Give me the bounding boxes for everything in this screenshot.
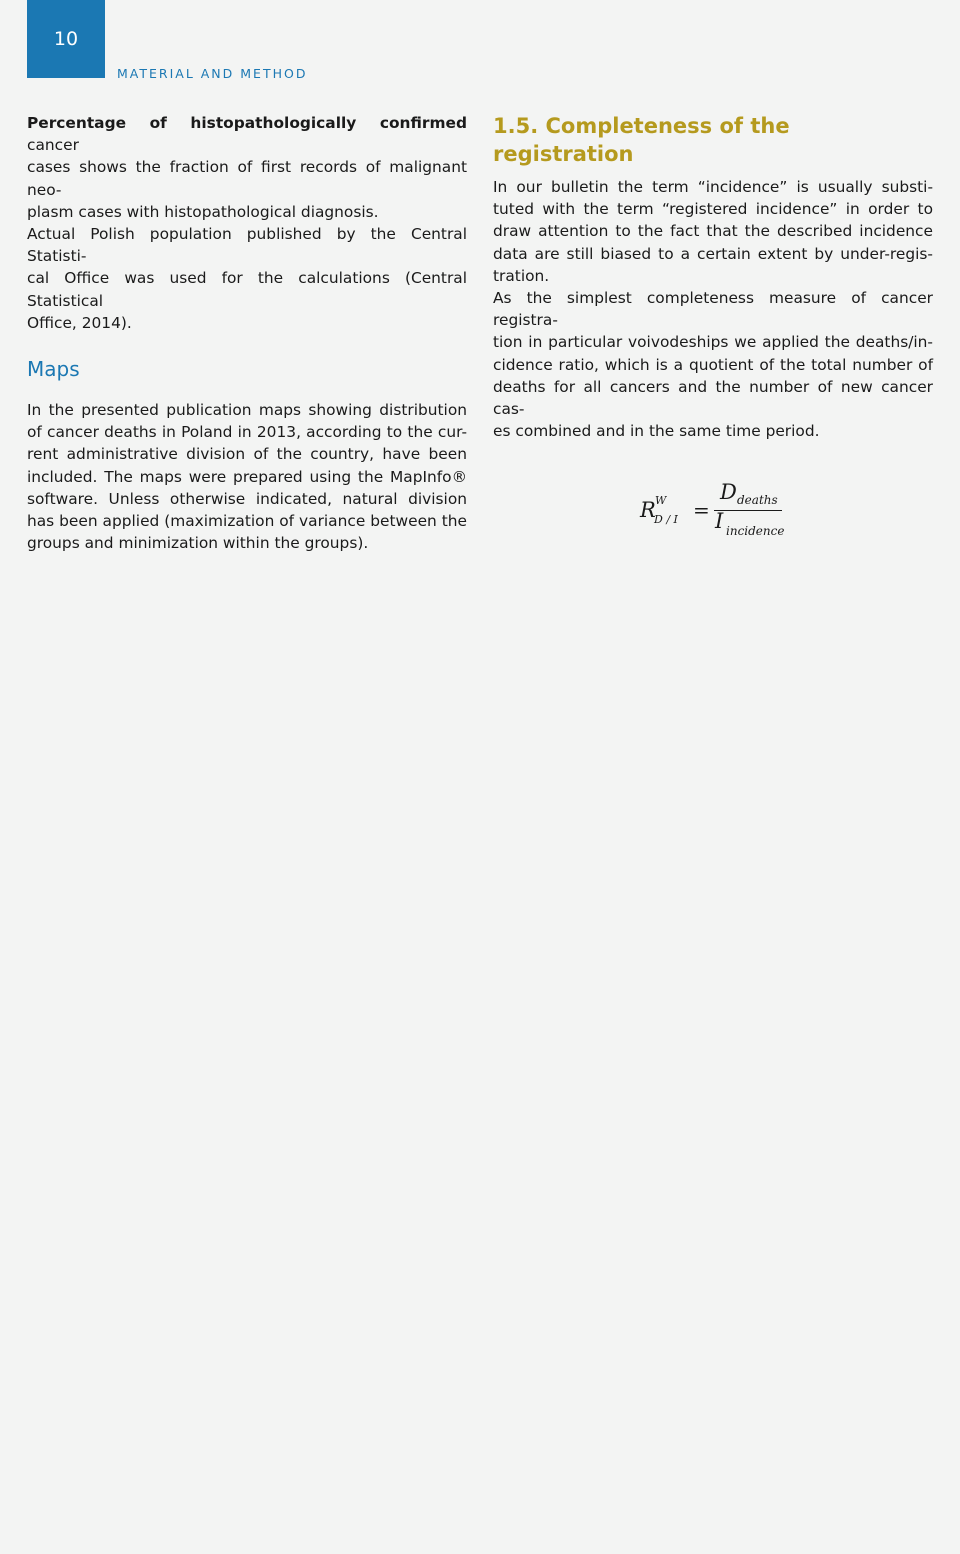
paragraph-line: deaths for all cancers and the number of new cancer cas- bbox=[493, 377, 933, 419]
paragraph-line: data are still biased to a certain extent by under-regis- bbox=[493, 244, 933, 263]
paragraph-line: software. Unless otherwise indicated, natural division bbox=[27, 489, 467, 508]
paragraph-line: cal Office was used for the calculations (Central Statistical bbox=[27, 269, 467, 310]
formula-fraction-bar bbox=[714, 510, 782, 511]
paragraph-line: groups and minimization within the groups). bbox=[27, 534, 369, 553]
paragraph-line: In the presented publication maps showing distribution bbox=[27, 401, 467, 420]
left-column bbox=[27, 112, 467, 554]
section-header: MATERIAL AND METHOD bbox=[117, 66, 308, 81]
paragraph-line: tuted with the term “registered incidence” in order to bbox=[493, 200, 933, 219]
formula-subscript: D / I bbox=[654, 513, 678, 527]
paragraph-line: es combined and in the same time period. bbox=[493, 422, 820, 441]
line-tail: cancer bbox=[27, 136, 79, 155]
paragraph-line: Office, 2014). bbox=[27, 313, 132, 332]
bold-term: Percentage of histopathologically confirmed bbox=[27, 114, 467, 132]
paragraph-line: draw attention to the fact that the described incidence bbox=[493, 222, 933, 241]
formula-numerator-subscript: deaths bbox=[737, 493, 778, 508]
paragraph-line: tion in particular voivodeships we applied the deaths/in- bbox=[493, 333, 933, 352]
paragraph-line: plasm cases with histopathological diagnosis. bbox=[27, 202, 379, 221]
right-column bbox=[493, 112, 933, 538]
paragraph-line: rent administrative division of the country, have been bbox=[27, 445, 467, 464]
page-number-tab bbox=[27, 0, 105, 78]
formula-numerator: D bbox=[720, 480, 737, 505]
paragraph-line bbox=[27, 112, 467, 156]
formula-denominator-subscript: incidence bbox=[726, 524, 785, 539]
paragraph-line: cases shows the fraction of first records of malignant neo- bbox=[27, 158, 467, 199]
formula-equals: = bbox=[693, 498, 710, 523]
formula-denominator: I bbox=[715, 509, 724, 534]
formula-r: R bbox=[640, 498, 656, 523]
formula-superscript: W bbox=[655, 494, 667, 508]
paragraph-line: of cancer deaths in Poland in 2013, according to the cur- bbox=[27, 423, 467, 442]
page-number: 10 bbox=[53, 28, 79, 50]
paragraph-line: Actual Polish population published by the Central Statisti- bbox=[27, 225, 467, 266]
paragraph-line: tration. bbox=[493, 266, 550, 285]
paragraph-line: In our bulletin the term “incidence” is usually substi- bbox=[493, 178, 933, 196]
section-title: 1.5. Completeness of the registration bbox=[493, 114, 790, 166]
paragraph-line: As the simplest completeness measure of cancer registra- bbox=[493, 289, 933, 330]
maps-heading: Maps bbox=[27, 357, 80, 382]
paragraph-line: included. The maps were prepared using the MapInfo® bbox=[27, 467, 467, 486]
paragraph-line: has been applied (maximization of variance between the bbox=[27, 512, 467, 531]
ratio-formula bbox=[638, 478, 808, 538]
paragraph-line: cidence ratio, which is a quotient of the total number of bbox=[493, 355, 933, 374]
